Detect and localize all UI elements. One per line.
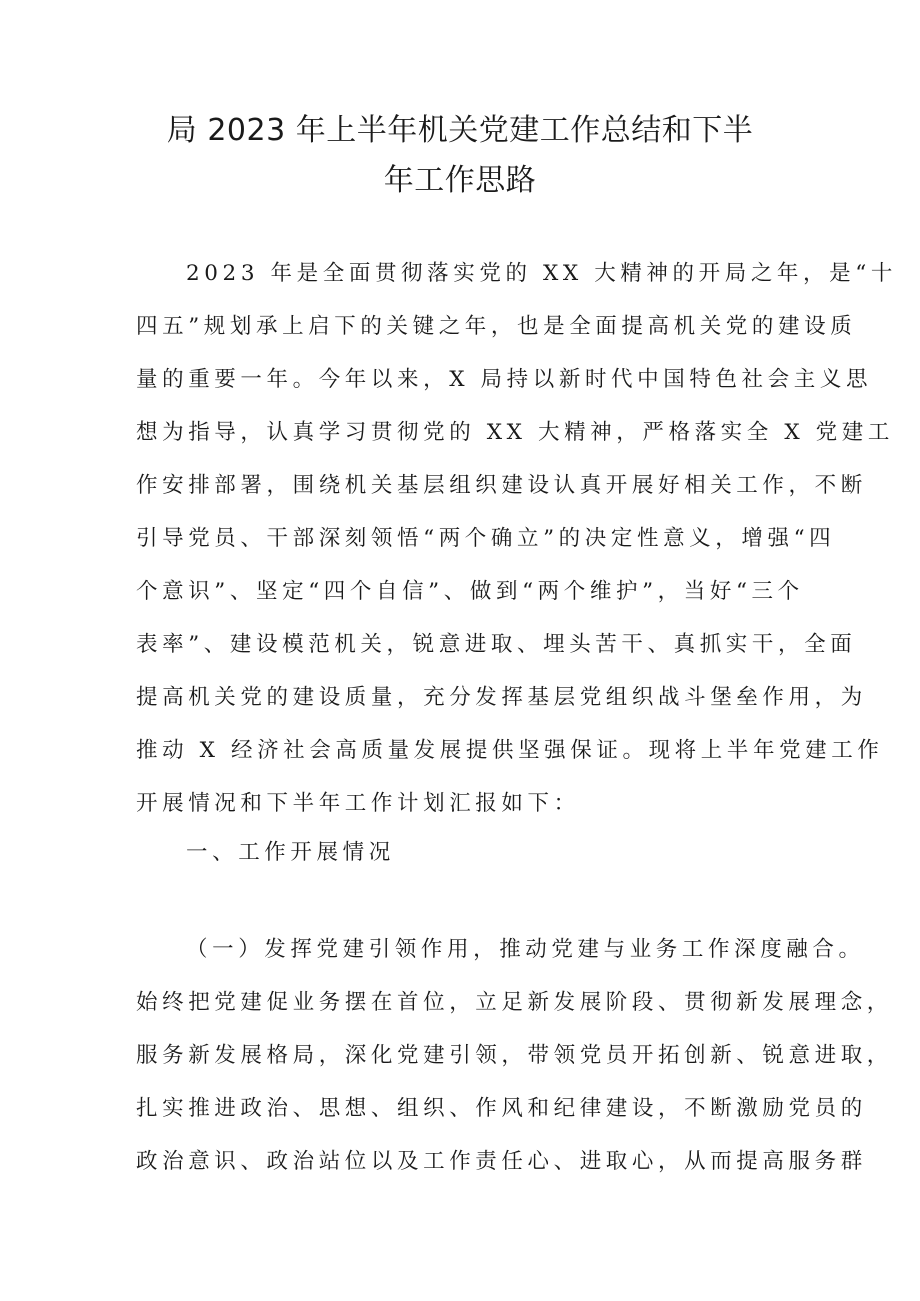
intro-paragraph-line: 想为指导，认真学习贯彻党的 XX 大精神，严格落实全 X 党建工 <box>136 420 894 445</box>
document-title-line-2: 年工作思路 <box>383 163 537 198</box>
intro-paragraph-line: 表率”、建设模范机关，锐意进取、埋头苦干、真抓实干，全面 <box>136 632 857 657</box>
subsection-paragraph-line: 扎实推进政治、思想、组织、作风和纪律建设，不断激励党员的 <box>136 1096 867 1121</box>
intro-paragraph-line: 推动 X 经济社会高质量发展提供坚强保证。现将上半年党建工作 <box>136 738 884 763</box>
intro-paragraph-line: 开展情况和下半年工作计划汇报如下： <box>136 791 580 816</box>
intro-paragraph-line: 2023 年是全面贯彻落实党的 XX 大精神的开局之年，是“十 <box>186 261 897 286</box>
subsection-paragraph-line: 政治意识、政治站位以及工作责任心、进取心，从而提高服务群 <box>136 1149 867 1174</box>
intro-paragraph-line: 个意识”、坚定“四个自信”、做到“两个维护”，当好“三个 <box>136 579 804 604</box>
subsection-paragraph-line: 始终把党建促业务摆在首位，立足新发展阶段、贯彻新发展理念， <box>136 990 893 1015</box>
intro-paragraph-line: 引导党员、干部深刻领悟“两个确立”的决定性意义，增强“四 <box>136 526 836 551</box>
subsection-paragraph-line: 服务新发展格局，深化党建引领，带领党员开拓创新、锐意进取， <box>136 1043 893 1068</box>
subsection-paragraph-line: （一）发挥党建引领作用，推动党建与业务工作深度融合。 <box>186 937 865 962</box>
intro-paragraph-line: 量的重要一年。今年以来，X 局持以新时代中国特色社会主义思 <box>136 367 873 392</box>
document-title-line-1: 局 2023 年上半年机关党建工作总结和下半 <box>166 113 754 148</box>
section-heading: 一、工作开展情况 <box>186 840 395 865</box>
intro-paragraph-line: 四五”规划承上启下的关键之年，也是全面提高机关党的建设质 <box>136 314 857 339</box>
intro-paragraph-line: 作安排部署，围绕机关基层组织建设认真开展好相关工作，不断 <box>136 473 867 498</box>
intro-paragraph-line: 提高机关党的建设质量，充分发挥基层党组织战斗堡垒作用，为 <box>136 685 867 710</box>
